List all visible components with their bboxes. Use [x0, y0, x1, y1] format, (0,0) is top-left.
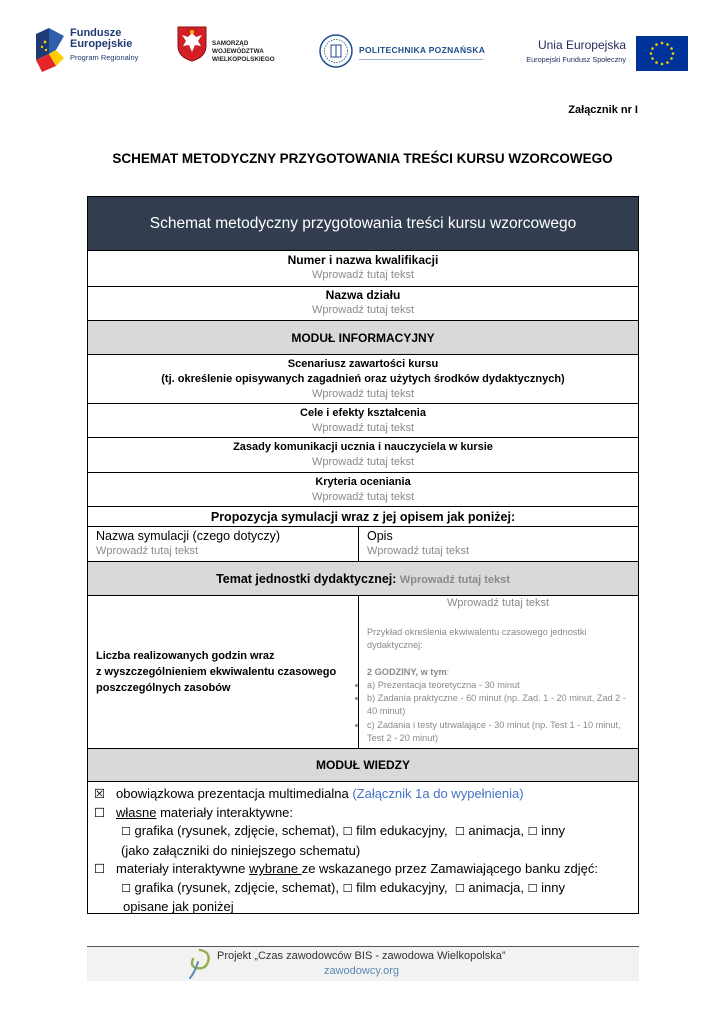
own-animacja-label: animacja, — [468, 823, 524, 838]
own-materials-checkbox[interactable]: ☐ — [94, 804, 106, 820]
attachment-number: Załącznik nr I — [568, 104, 638, 116]
politechnika-underline — [359, 59, 483, 60]
own-grafika-label: grafika (rysunek, zdjęcie, schemat), — [134, 823, 339, 838]
own-underlined: własne — [116, 804, 157, 820]
topic-row — [88, 562, 638, 596]
criteria-input[interactable]: Wprowadź tutaj tekst — [311, 491, 415, 503]
ue-line1: Unia Europejska — [537, 38, 626, 52]
example-item: • c) Zadania i testy utrwalające - 30 minut (np. Test 1 - 10 minut, Test 2 - 20 minut) — [367, 719, 629, 746]
department-input[interactable]: Wprowadź tutaj tekst — [311, 304, 415, 316]
own-grafika-checkbox[interactable]: ☐ — [121, 825, 131, 838]
presentation-text: obowiązkowa prezentacja multimedialna — [116, 786, 349, 801]
ue-line2: Europejski Fundusz Społeczny — [526, 55, 626, 64]
checklist-item-own-materials — [94, 804, 632, 823]
fundusze-europejskie-icon — [36, 28, 66, 72]
bank-animacja-checkbox[interactable]: ☐ — [454, 881, 465, 895]
bank-animacja-label: animacja, — [468, 879, 524, 895]
module-knowledge-label: MODUŁ WIEDZY — [316, 758, 410, 772]
bank-underlined: wybrane — [248, 861, 302, 876]
own-film-label: film edukacyjny, — [356, 823, 448, 838]
unia-europejska-logo — [506, 36, 688, 72]
hours-input-cell[interactable] — [359, 596, 638, 748]
own-inny-label: inny — [541, 823, 565, 838]
criteria-label: Kryteria oceniania — [315, 476, 411, 488]
header-logos — [36, 26, 688, 76]
example-item: • a) Prezentacja teoretyczna - 30 minut — [367, 679, 629, 692]
topic-label: Temat jednostki dydaktycznej: — [216, 572, 397, 586]
hours-label-line1: Liczba realizowanych godzin wraz — [96, 650, 275, 662]
methodology-form — [87, 196, 639, 914]
resources-checklist — [88, 782, 638, 915]
bank-film-checkbox[interactable]: ☐ — [342, 881, 353, 895]
example-hours-bold: 2 GODZINY, w tym — [367, 666, 447, 677]
presentation-checkbox[interactable]: ☒ — [94, 786, 106, 801]
checklist-item-bank-materials — [94, 860, 632, 879]
qualification-input[interactable]: Wprowadź tutaj tekst — [311, 269, 415, 281]
module-info-heading — [88, 321, 638, 355]
module-info-label: MODUŁ INFORMACYJNY — [291, 331, 435, 345]
attachment-1a-link[interactable]: (Załącznik 1a do wypełnienia) — [352, 786, 524, 801]
own-animacja-checkbox[interactable]: ☐ — [454, 825, 465, 838]
footer-project: Projekt „Czas zawodowców BIS - zawodowa Wielkopolska” — [217, 950, 506, 962]
scenario-input[interactable]: Wprowadź tutaj tekst — [311, 388, 415, 400]
scenario-sublabel: (tj. określenie opisywanych zagadnień oraz użytych środków dydaktycznych) — [161, 373, 565, 385]
own-inny-checkbox[interactable]: ☐ — [527, 825, 538, 838]
example-hours — [367, 666, 629, 679]
bank-grafika-checkbox[interactable]: ☐ — [121, 881, 131, 895]
hours-label-line3: poszczególnych zasobów — [96, 682, 231, 694]
goals-row — [88, 404, 638, 438]
simulation-heading — [88, 507, 638, 527]
form-header: Schemat metodyczny przygotowania treści kursu wzorcowego — [88, 197, 638, 251]
module-knowledge-heading — [88, 749, 638, 782]
politechnika-logo — [319, 34, 485, 68]
scenario-row — [88, 355, 638, 404]
scenario-label: Scenariusz zawartości kursu — [287, 358, 439, 370]
communication-input[interactable]: Wprowadź tutaj tekst — [311, 456, 415, 468]
hours-label-cell — [88, 596, 359, 748]
fe-line2: Europejskie — [70, 38, 133, 50]
simulation-desc-cell — [359, 527, 638, 561]
bank-materials-checkbox[interactable]: ☐ — [94, 861, 106, 876]
bank-materials-pre: materiały interaktywne — [116, 861, 249, 876]
communication-label: Zasady komunikacji ucznia i nauczyciela w kursie — [233, 441, 493, 453]
document-title: SCHEMAT METODYCZNY PRZYGOTOWANIA TREŚCI KURSU WZORCOWEGO — [112, 151, 613, 166]
qualification-row — [88, 251, 638, 287]
samorzad-line2: WIELKOPOLSKIEGO — [212, 56, 275, 63]
bank-film-label: film edukacyjny, — [356, 879, 448, 895]
hours-label-line2: z wyszczególnieniem ekwiwalentu czasowego — [96, 666, 337, 678]
goals-label: Cele i efekty kształcenia — [300, 407, 426, 419]
simulation-row — [88, 527, 638, 562]
own-materials-note: (jako załączniki do niniejszego schematu) — [121, 842, 361, 858]
own-materials-text: materiały interaktywne: — [156, 804, 294, 820]
simulation-desc-label: Opis — [367, 529, 393, 543]
own-film-checkbox[interactable]: ☐ — [342, 825, 353, 838]
project-logo-icon — [186, 948, 214, 980]
simulation-name-cell — [88, 527, 359, 561]
example-list — [367, 679, 629, 745]
simulation-name-label: Nazwa symulacji (czego dotyczy) — [96, 529, 281, 543]
example-item: • b) Zadania praktyczne - 60 minut (np. Zad. 1 - 20 minut, Zad 2 - 40 minut) — [367, 692, 629, 719]
samorzad-logo — [177, 26, 292, 66]
topic-input[interactable]: Wprowadź tutaj tekst — [399, 574, 510, 586]
fe-line1: Fundusze — [70, 27, 122, 39]
hours-input[interactable]: Wprowadź tutaj tekst — [446, 597, 550, 609]
department-label: Nazwa działu — [325, 288, 401, 302]
own-materials-options — [94, 822, 632, 842]
eu-flag-icon — [636, 36, 688, 71]
department-row — [88, 287, 638, 321]
eagle-crest-icon — [177, 26, 207, 62]
bank-inny-label: inny — [541, 879, 565, 895]
communication-row — [88, 438, 638, 473]
bank-materials-note: opisane jak poniżej — [123, 899, 234, 914]
goals-input[interactable]: Wprowadź tutaj tekst — [311, 422, 415, 434]
samorzad-line1: SAMORZĄD WOJEWÓDZTWA — [212, 40, 264, 55]
university-seal-icon — [319, 34, 353, 68]
checklist-item-presentation — [94, 785, 632, 804]
fe-line3: Program Regionalny — [70, 53, 139, 62]
fundusze-europejskie-logo — [36, 28, 156, 72]
simulation-name-input[interactable]: Wprowadź tutaj tekst — [96, 545, 199, 557]
example-hours-colon: : — [446, 666, 450, 677]
bank-inny-checkbox[interactable]: ☐ — [527, 881, 538, 895]
hours-row — [88, 596, 638, 749]
example-intro: Przykład określenia ekwiwalentu czasowego jednostki dydaktycznej: — [367, 627, 587, 651]
footer-website[interactable]: zawodowcy.org — [324, 965, 399, 977]
qualification-label: Numer i nazwa kwalifikacji — [287, 253, 439, 267]
simulation-desc-input[interactable]: Wprowadź tutaj tekst — [367, 545, 470, 557]
simulation-heading-label: Propozycja symulacji wraz z jej opisem jak poniżej: — [210, 510, 516, 524]
criteria-row — [88, 473, 638, 507]
bank-materials-text: ze wskazanego przez Zamawiającego banku zdjęć: — [301, 861, 598, 876]
bank-grafika-label: grafika (rysunek, zdjęcie, schemat), — [134, 879, 339, 895]
politechnika-name: POLITECHNIKA POZNAŃSKA — [359, 45, 486, 55]
bank-materials-options — [94, 879, 632, 899]
